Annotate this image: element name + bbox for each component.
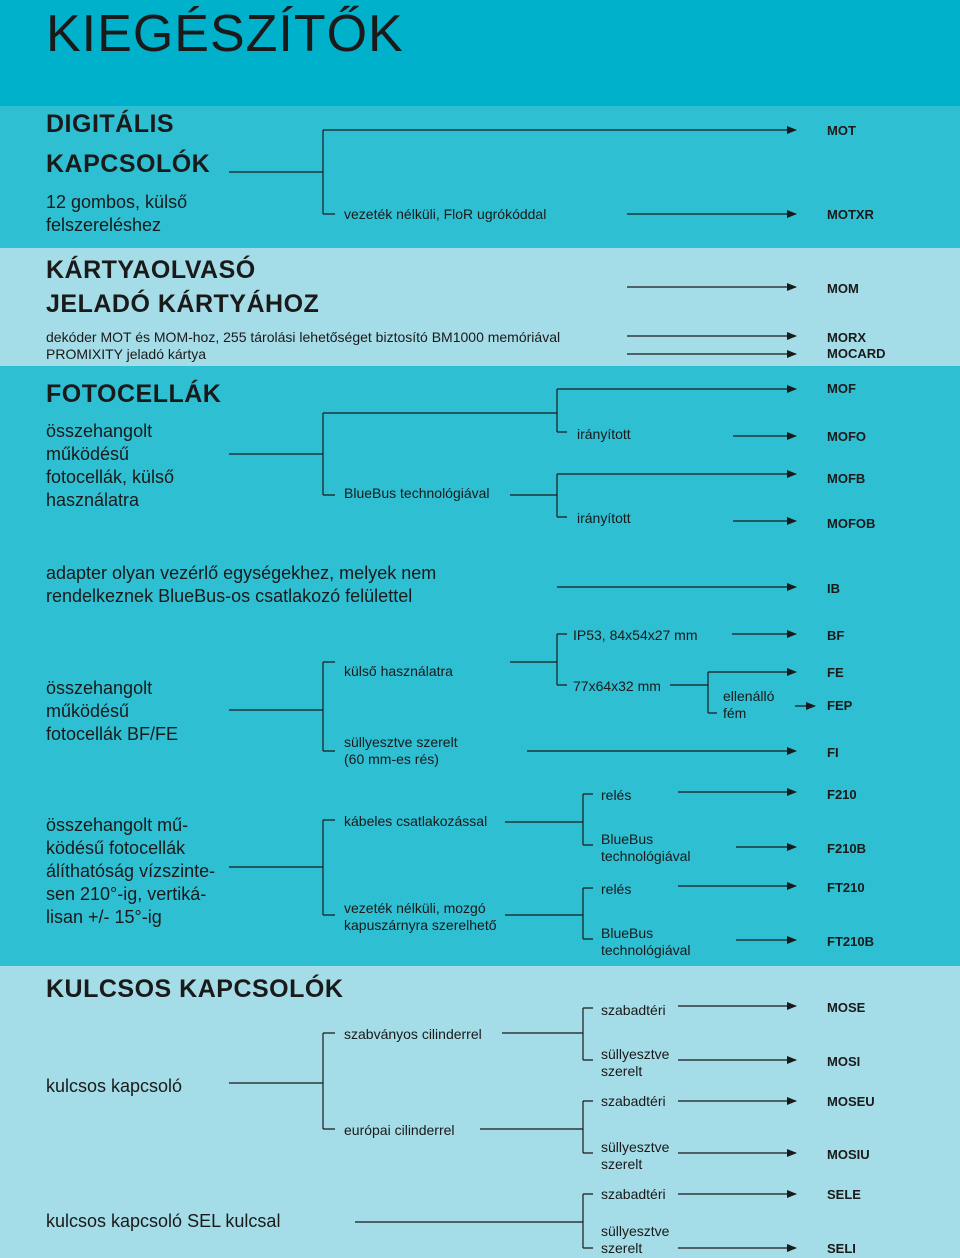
key-desc-2: kulcsos kapcsoló SEL kulcsal bbox=[46, 1211, 281, 1231]
code-morx: MORX bbox=[827, 330, 866, 345]
code-fep: FEP bbox=[827, 698, 853, 713]
bluebus-tech-1a: BlueBus bbox=[601, 831, 654, 847]
code-ft210b: FT210B bbox=[827, 934, 874, 949]
code-f210: F210 bbox=[827, 787, 857, 802]
code-seli: SELI bbox=[827, 1241, 856, 1256]
digital-desc-1: 12 gombos, külső bbox=[46, 192, 188, 212]
wireless-label-1: vezeték nélküli, mozgó bbox=[344, 900, 486, 916]
card-heading-1: KÁRTYAOLVASÓ bbox=[46, 256, 256, 284]
card-desc-1: dekóder MOT és MOM-hoz, 255 tárolási lehetőséget biztosító BM1000 memóriával bbox=[46, 329, 561, 345]
bf-desc-3: fotocellák BF/FE bbox=[46, 724, 179, 744]
outdoor-label-3: szabadtéri bbox=[601, 1186, 666, 1202]
code-ft210: FT210 bbox=[827, 880, 865, 895]
code-fi: FI bbox=[827, 745, 839, 760]
f210-desc-4: sen 210°-ig, vertiká- bbox=[46, 884, 207, 904]
card-heading-2: JELADÓ KÁRTYÁHOZ bbox=[46, 290, 320, 318]
code-mom: MOM bbox=[827, 281, 859, 296]
code-sele: SELE bbox=[827, 1187, 861, 1202]
code-f210b: F210B bbox=[827, 841, 867, 856]
metal-label-2: fém bbox=[723, 705, 747, 721]
external-use-label: külső használatra bbox=[344, 663, 453, 679]
f210-desc-5: lisan +/- 15°-ig bbox=[46, 907, 162, 927]
card-desc-2: PROMIXITY jeladó kártya bbox=[46, 346, 207, 362]
recessed-key-1b: szerelt bbox=[601, 1063, 643, 1079]
code-mof: MOF bbox=[827, 381, 856, 396]
photocell-desc-4: használatra bbox=[46, 490, 140, 510]
ip53-label: IP53, 84x54x27 mm bbox=[573, 627, 698, 643]
code-mose: MOSE bbox=[827, 1000, 866, 1015]
metal-label-1: ellenálló bbox=[723, 688, 775, 704]
code-mosiu: MOSIU bbox=[827, 1147, 870, 1162]
bluebus-tech-1b: technológiával bbox=[601, 848, 691, 864]
standard-cylinder-label: szabványos cilinderrel bbox=[344, 1026, 482, 1042]
digital-heading-2: KAPCSOLÓK bbox=[46, 150, 211, 178]
photocell-heading: FOTOCELLÁK bbox=[46, 380, 222, 408]
recessed-key-2a: süllyesztve bbox=[601, 1139, 670, 1155]
digital-heading-1: DIGITÁLIS bbox=[46, 110, 175, 138]
code-ib: IB bbox=[827, 581, 840, 596]
code-mofob: MOFOB bbox=[827, 516, 876, 531]
digital-wireless-label: vezeték nélküli, FloR ugrókóddal bbox=[344, 206, 547, 222]
code-motxr: MOTXR bbox=[827, 207, 874, 222]
recessed-label-2: (60 mm-es rés) bbox=[344, 751, 439, 767]
recessed-key-1a: süllyesztve bbox=[601, 1046, 670, 1062]
outdoor-label-1: szabadtéri bbox=[601, 1002, 666, 1018]
digital-desc-2: felszereléshez bbox=[46, 215, 162, 235]
code-mosi: MOSI bbox=[827, 1054, 861, 1069]
relay-label-2: relés bbox=[601, 881, 632, 897]
f210-desc-1: összehangolt mű- bbox=[46, 815, 189, 835]
recessed-label-1: süllyesztve szerelt bbox=[344, 734, 458, 750]
outdoor-label-2: szabadtéri bbox=[601, 1093, 666, 1109]
bluebus-label: BlueBus technológiával bbox=[344, 485, 490, 501]
code-fe: FE bbox=[827, 665, 844, 680]
photocell-desc-3: fotocellák, külső bbox=[46, 467, 175, 487]
key-heading: KULCSOS KAPCSOLÓK bbox=[46, 975, 344, 1003]
relay-label-1: relés bbox=[601, 787, 632, 803]
bluebus-tech-2b: technológiával bbox=[601, 942, 691, 958]
cable-label: kábeles csatlakozással bbox=[344, 813, 488, 829]
f210-desc-3: álíthatóság vízszinte- bbox=[46, 861, 216, 881]
code-mofo: MOFO bbox=[827, 429, 866, 444]
bluebus-tech-2a: BlueBus bbox=[601, 925, 654, 941]
bf-desc-1: összehangolt bbox=[46, 678, 153, 698]
directed-label-1: irányított bbox=[577, 426, 631, 442]
code-mofb: MOFB bbox=[827, 471, 866, 486]
recessed-key-3a: süllyesztve bbox=[601, 1223, 670, 1239]
photocell-desc-1: összehangolt bbox=[46, 421, 153, 441]
recessed-key-2b: szerelt bbox=[601, 1156, 643, 1172]
code-bf: BF bbox=[827, 628, 845, 643]
code-moseu: MOSEU bbox=[827, 1094, 875, 1109]
adapter-desc-1: adapter olyan vezérlő egységekhez, melyek nem bbox=[46, 563, 437, 583]
size-label: 77x64x32 mm bbox=[573, 678, 661, 694]
code-mocard: MOCARD bbox=[827, 346, 886, 361]
key-desc-1: kulcsos kapcsoló bbox=[46, 1076, 183, 1096]
recessed-key-3b: szerelt bbox=[601, 1240, 643, 1256]
directed-label-2: irányított bbox=[577, 510, 631, 526]
european-cylinder-label: európai cilinderrel bbox=[344, 1122, 455, 1138]
photocell-desc-2: működésű bbox=[46, 444, 130, 464]
adapter-desc-2: rendelkeznek BlueBus-os csatlakozó felülettel bbox=[46, 586, 413, 606]
wireless-label-2: kapuszárnyra szerelhető bbox=[344, 917, 497, 933]
bf-desc-2: működésű bbox=[46, 701, 130, 721]
page-title: KIEGÉSZÍTŐK bbox=[46, 5, 404, 63]
f210-desc-2: ködésű fotocellák bbox=[46, 838, 186, 858]
code-mot: MOT bbox=[827, 123, 856, 138]
